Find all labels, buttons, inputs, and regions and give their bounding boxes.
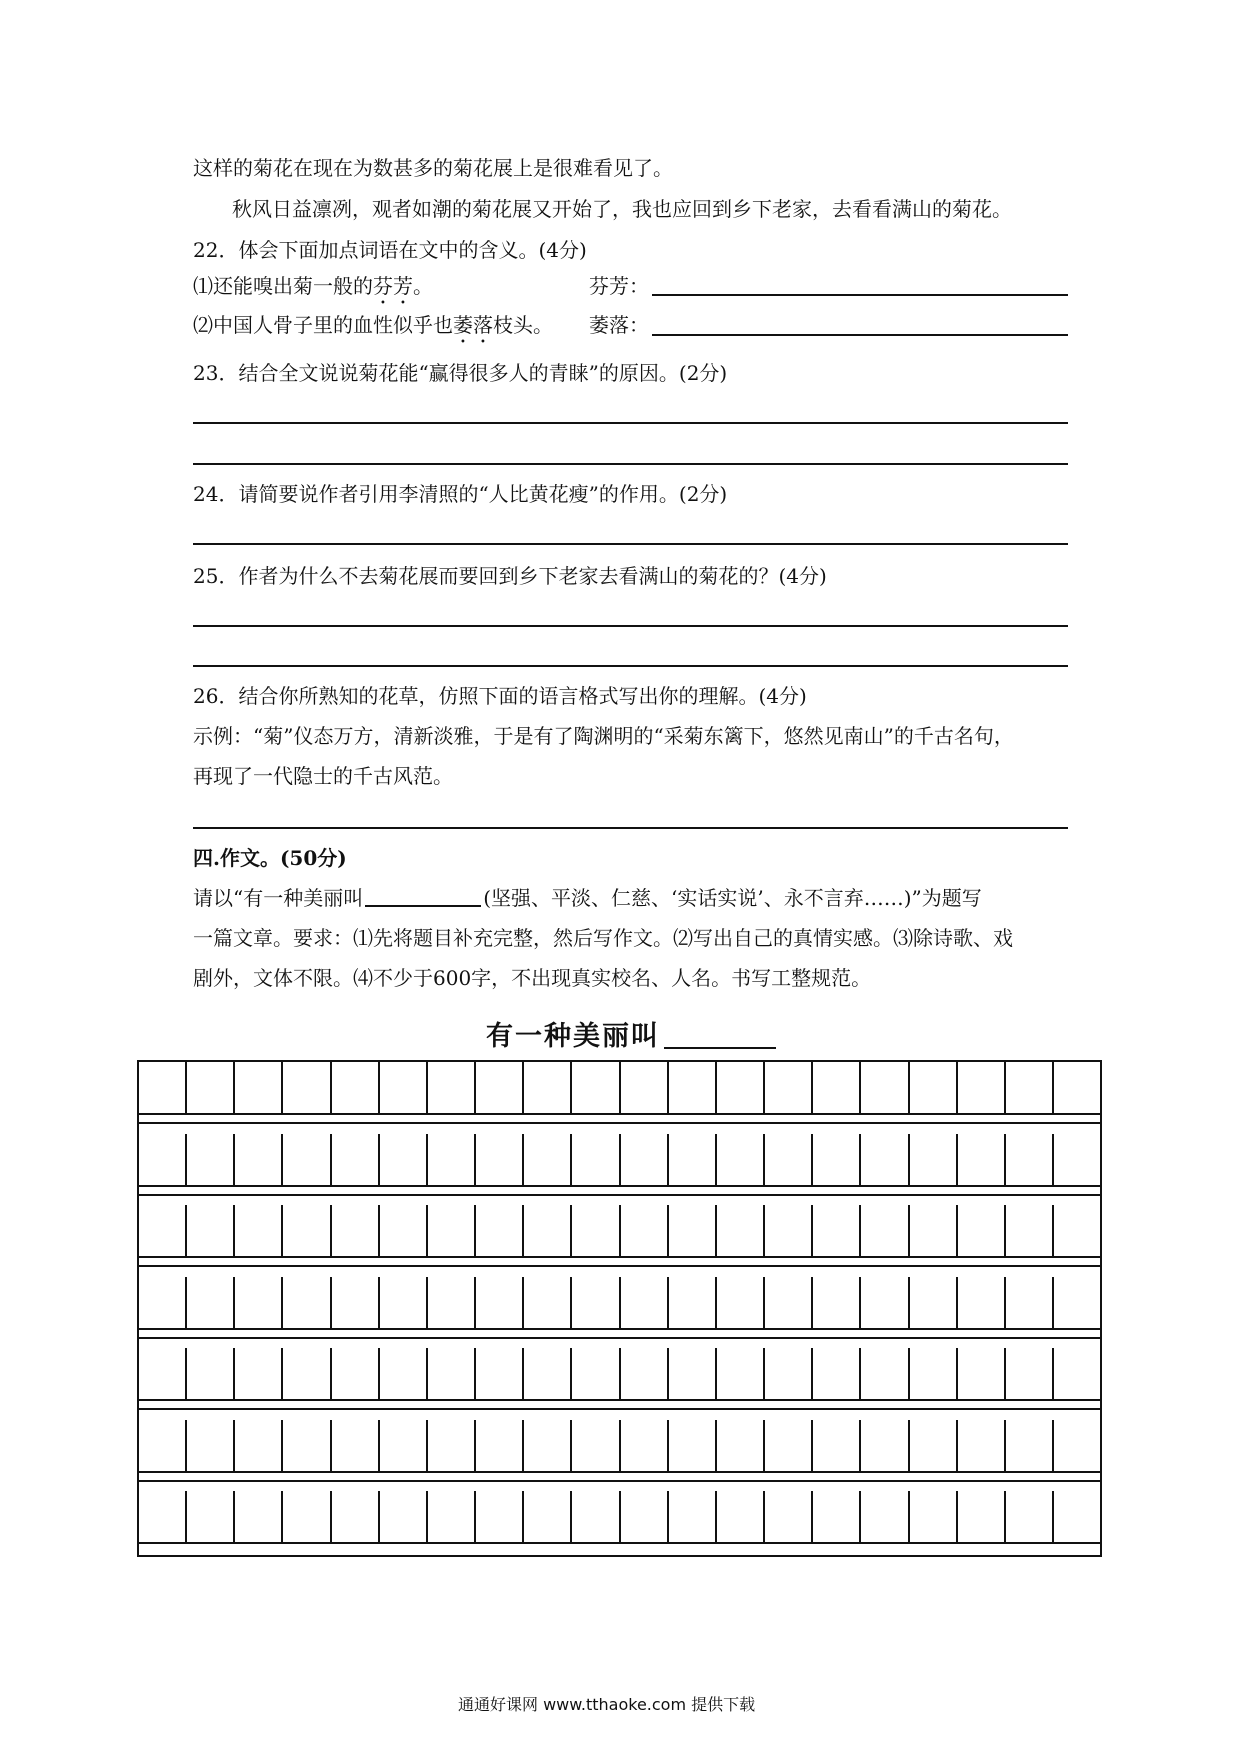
grid-cell[interactable] (717, 1491, 765, 1542)
essay-title-blank[interactable] (664, 1021, 776, 1049)
grid-cell[interactable] (958, 1420, 1006, 1471)
grid-cell[interactable] (380, 1348, 428, 1399)
grid-cell[interactable] (235, 1348, 283, 1399)
answer-line-22-1[interactable] (652, 294, 1068, 296)
question-26-example-line-2: 再现了一代隐士的千古风范。 (193, 764, 453, 788)
grid-cell[interactable] (283, 1348, 331, 1399)
grid-row-separator (139, 1265, 1100, 1267)
grid-cell[interactable] (621, 1062, 669, 1113)
answer-line-22-2[interactable] (652, 334, 1068, 336)
grid-cell[interactable] (813, 1205, 861, 1256)
grid-cell[interactable] (139, 1205, 187, 1256)
grid-cell[interactable] (813, 1420, 861, 1471)
answer-line-26[interactable] (193, 827, 1068, 829)
grid-cell[interactable] (476, 1348, 524, 1399)
grid-cell[interactable] (187, 1134, 235, 1185)
grid-cell[interactable] (621, 1491, 669, 1542)
grid-cell[interactable] (1006, 1491, 1054, 1542)
grid-row (139, 1491, 1100, 1544)
grid-cell[interactable] (717, 1062, 765, 1113)
grid-cell[interactable] (1054, 1062, 1100, 1113)
grid-cell[interactable] (1006, 1277, 1054, 1328)
emphasized-word-weiluo: 萎落 (453, 313, 493, 337)
grid-cell[interactable] (283, 1420, 331, 1471)
grid-cell[interactable] (572, 1277, 620, 1328)
grid-cell[interactable] (187, 1491, 235, 1542)
grid-cell[interactable] (572, 1348, 620, 1399)
grid-cell[interactable] (235, 1491, 283, 1542)
grid-cell[interactable] (1054, 1205, 1100, 1256)
essay-prompt-line-1: 请以“有一种美丽叫 (坚强、平淡、仁慈、‘实话实说’、永不言弃……)”为题写 (193, 886, 982, 910)
grid-cell[interactable] (861, 1205, 909, 1256)
grid-cell[interactable] (524, 1134, 572, 1185)
grid-cell[interactable] (524, 1205, 572, 1256)
grid-cell[interactable] (765, 1277, 813, 1328)
grid-cell[interactable] (958, 1134, 1006, 1185)
grid-cell[interactable] (139, 1134, 187, 1185)
emphasized-word-fenfang: 芬芳 (373, 274, 413, 298)
grid-cell[interactable] (669, 1420, 717, 1471)
section-4-heading: 四.作文。(50分) (193, 846, 347, 870)
grid-cell[interactable] (765, 1420, 813, 1471)
question-22-item-2: ⑵中国人骨子里的血性似乎也萎落枝头。 (193, 313, 553, 337)
grid-cell[interactable] (813, 1491, 861, 1542)
grid-cell[interactable] (332, 1348, 380, 1399)
grid-cell[interactable] (765, 1348, 813, 1399)
grid-cell[interactable] (332, 1420, 380, 1471)
grid-cell[interactable] (428, 1205, 476, 1256)
question-22-label-2: 萎落： (589, 313, 649, 337)
grid-cell[interactable] (235, 1205, 283, 1256)
grid-cell[interactable] (813, 1062, 861, 1113)
grid-cell[interactable] (187, 1277, 235, 1328)
grid-cell[interactable] (283, 1134, 331, 1185)
grid-cell[interactable] (476, 1420, 524, 1471)
grid-cell[interactable] (958, 1277, 1006, 1328)
grid-cell[interactable] (717, 1205, 765, 1256)
answer-line-23-1[interactable] (193, 422, 1068, 424)
grid-row (139, 1062, 1100, 1115)
grid-row (139, 1420, 1100, 1473)
grid-cell[interactable] (572, 1062, 620, 1113)
grid-row (139, 1205, 1100, 1258)
grid-cell[interactable] (332, 1205, 380, 1256)
grid-cell[interactable] (1054, 1348, 1100, 1399)
grid-cell[interactable] (572, 1491, 620, 1542)
grid-cell[interactable] (380, 1062, 428, 1113)
grid-cell[interactable] (910, 1491, 958, 1542)
grid-cell[interactable] (187, 1420, 235, 1471)
grid-row-separator (139, 1408, 1100, 1410)
grid-cell[interactable] (1006, 1062, 1054, 1113)
grid-cell[interactable] (332, 1277, 380, 1328)
grid-cell[interactable] (910, 1134, 958, 1185)
grid-cell[interactable] (380, 1491, 428, 1542)
grid-cell[interactable] (861, 1348, 909, 1399)
grid-cell[interactable] (765, 1491, 813, 1542)
grid-cell[interactable] (910, 1062, 958, 1113)
grid-cell[interactable] (428, 1134, 476, 1185)
grid-cell[interactable] (572, 1205, 620, 1256)
grid-cell[interactable] (235, 1134, 283, 1185)
question-25-title: 25．作者为什么不去菊花展而要回到乡下老家去看满山的菊花的？(4分) (193, 564, 827, 588)
grid-cell[interactable] (910, 1205, 958, 1256)
grid-cell[interactable] (524, 1348, 572, 1399)
grid-cell[interactable] (380, 1134, 428, 1185)
question-22-label-1: 芬芳： (589, 274, 649, 298)
grid-cell[interactable] (476, 1134, 524, 1185)
grid-cell[interactable] (1006, 1134, 1054, 1185)
grid-cell[interactable] (283, 1205, 331, 1256)
grid-cell[interactable] (476, 1205, 524, 1256)
grid-row-separator (139, 1122, 1100, 1124)
grid-cell[interactable] (428, 1420, 476, 1471)
grid-cell[interactable] (958, 1348, 1006, 1399)
grid-cell[interactable] (139, 1062, 187, 1113)
question-24-title: 24．请简要说作者引用李清照的“人比黄花瘦”的作用。(2分) (193, 482, 728, 506)
question-26-example-line-1: 示例：“菊”仪态万方，清新淡雅，于是有了陶渊明的“采菊东篱下，悠然见南山”的千古名句， (193, 724, 1014, 748)
grid-row (139, 1134, 1100, 1187)
grid-cell[interactable] (669, 1348, 717, 1399)
grid-cell[interactable] (1054, 1134, 1100, 1185)
answer-line-25-2[interactable] (193, 665, 1068, 667)
essay-prompt-line-3: 剧外，文体不限。⑷不少于600字，不出现真实校名、人名。书写工整规范。 (193, 966, 872, 990)
grid-cell[interactable] (958, 1062, 1006, 1113)
grid-cell[interactable] (1006, 1348, 1054, 1399)
grid-cell[interactable] (332, 1062, 380, 1113)
writing-grid (137, 1060, 1102, 1557)
passage-line-2: 秋风日益凛冽，观者如潮的菊花展又开始了，我也应回到乡下老家，去看看满山的菊花。 (232, 197, 1012, 221)
grid-cell[interactable] (139, 1277, 187, 1328)
grid-cell[interactable] (621, 1134, 669, 1185)
grid-cell[interactable] (669, 1134, 717, 1185)
grid-cell[interactable] (861, 1420, 909, 1471)
grid-row-separator (139, 1480, 1100, 1482)
grid-cell[interactable] (861, 1277, 909, 1328)
grid-cell[interactable] (910, 1348, 958, 1399)
question-23-title: 23．结合全文说说菊花能“赢得很多人的青睐”的原因。(2分) (193, 361, 728, 385)
grid-cell[interactable] (187, 1348, 235, 1399)
grid-cell[interactable] (524, 1062, 572, 1113)
grid-cell[interactable] (332, 1491, 380, 1542)
grid-cell[interactable] (380, 1205, 428, 1256)
essay-title: 有一种美丽叫 (486, 1014, 776, 1053)
grid-cell[interactable] (283, 1062, 331, 1113)
grid-cell[interactable] (813, 1348, 861, 1399)
grid-cell[interactable] (621, 1420, 669, 1471)
grid-cell[interactable] (958, 1491, 1006, 1542)
essay-prompt-line-2: 一篇文章。要求：⑴先将题目补充完整，然后写作文。⑵写出自己的真情实感。⑶除诗歌、戏 (193, 926, 1013, 950)
grid-cell[interactable] (621, 1277, 669, 1328)
grid-cell[interactable] (910, 1277, 958, 1328)
grid-cell[interactable] (669, 1205, 717, 1256)
grid-cell[interactable] (1006, 1420, 1054, 1471)
grid-cell[interactable] (813, 1134, 861, 1185)
grid-cell[interactable] (861, 1062, 909, 1113)
grid-row (139, 1348, 1100, 1401)
grid-cell[interactable] (283, 1491, 331, 1542)
grid-cell[interactable] (139, 1491, 187, 1542)
grid-cell[interactable] (1054, 1277, 1100, 1328)
answer-line-24[interactable] (193, 543, 1068, 545)
footer-credit: 通通好课网 www.tthaoke.com 提供下载 (458, 1695, 756, 1714)
grid-cell[interactable] (524, 1277, 572, 1328)
grid-cell[interactable] (717, 1348, 765, 1399)
grid-cell[interactable] (428, 1062, 476, 1113)
grid-cell[interactable] (765, 1062, 813, 1113)
grid-cell[interactable] (283, 1277, 331, 1328)
grid-cell[interactable] (428, 1491, 476, 1542)
grid-cell[interactable] (669, 1491, 717, 1542)
grid-cell[interactable] (476, 1277, 524, 1328)
grid-cell[interactable] (235, 1062, 283, 1113)
grid-cell[interactable] (669, 1277, 717, 1328)
grid-cell[interactable] (572, 1420, 620, 1471)
grid-cell[interactable] (139, 1348, 187, 1399)
question-26-title: 26．结合你所熟知的花草，仿照下面的语言格式写出你的理解。(4分) (193, 684, 807, 708)
grid-row (139, 1277, 1100, 1330)
grid-cell[interactable] (717, 1420, 765, 1471)
grid-cell[interactable] (813, 1277, 861, 1328)
grid-cell[interactable] (235, 1420, 283, 1471)
title-fill-blank[interactable] (365, 885, 481, 907)
grid-cell[interactable] (717, 1277, 765, 1328)
grid-cell[interactable] (765, 1134, 813, 1185)
grid-cell[interactable] (621, 1348, 669, 1399)
grid-cell[interactable] (861, 1134, 909, 1185)
answer-line-23-2[interactable] (193, 463, 1068, 465)
question-22-title: 22．体会下面加点词语在文中的含义。(4分) (193, 238, 587, 262)
grid-cell[interactable] (187, 1062, 235, 1113)
grid-cell[interactable] (717, 1134, 765, 1185)
grid-cell[interactable] (861, 1491, 909, 1542)
grid-cell[interactable] (765, 1205, 813, 1256)
grid-cell[interactable] (139, 1420, 187, 1471)
grid-cell[interactable] (1054, 1420, 1100, 1471)
grid-cell[interactable] (524, 1420, 572, 1471)
question-22-item-1: ⑴还能嗅出菊一般的芬芳。 (193, 274, 433, 298)
grid-cell[interactable] (476, 1062, 524, 1113)
passage-line-1: 这样的菊花在现在为数甚多的菊花展上是很难看见了。 (193, 156, 673, 180)
grid-cell[interactable] (428, 1348, 476, 1399)
grid-cell[interactable] (380, 1420, 428, 1471)
grid-cell[interactable] (910, 1420, 958, 1471)
grid-cell[interactable] (187, 1205, 235, 1256)
grid-cell[interactable] (572, 1134, 620, 1185)
grid-cell[interactable] (428, 1277, 476, 1328)
grid-row-separator (139, 1194, 1100, 1196)
answer-line-25-1[interactable] (193, 625, 1068, 627)
grid-cell[interactable] (669, 1062, 717, 1113)
grid-cell[interactable] (958, 1205, 1006, 1256)
grid-cell[interactable] (1054, 1491, 1100, 1542)
grid-cell[interactable] (621, 1205, 669, 1256)
grid-cell[interactable] (332, 1134, 380, 1185)
grid-cell[interactable] (235, 1277, 283, 1328)
grid-cell[interactable] (524, 1491, 572, 1542)
grid-row-separator (139, 1337, 1100, 1339)
grid-cell[interactable] (380, 1277, 428, 1328)
grid-cell[interactable] (476, 1491, 524, 1542)
grid-cell[interactable] (1006, 1205, 1054, 1256)
